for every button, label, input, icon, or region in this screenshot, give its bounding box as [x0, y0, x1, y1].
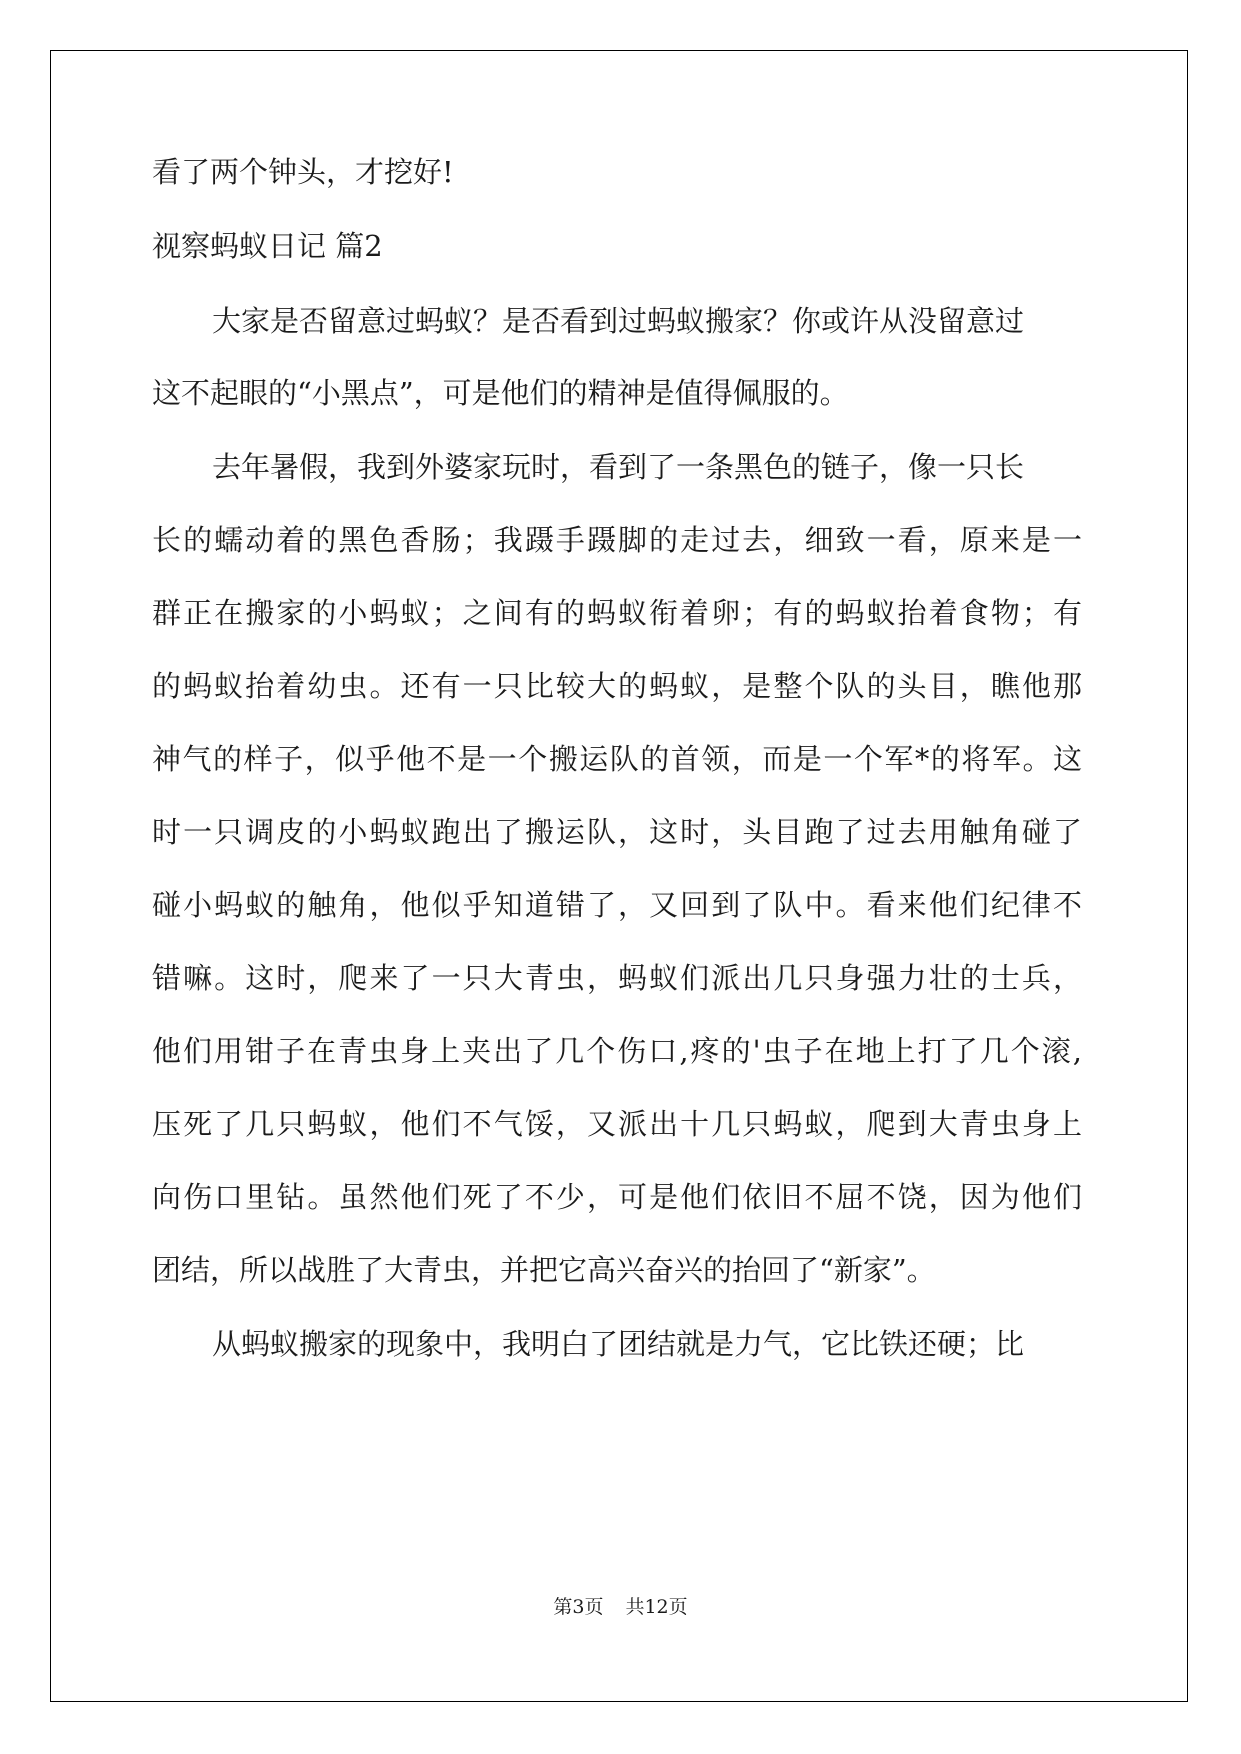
- paragraph-line: 的蚂蚁抬着幼虫。还有一只比较大的蚂蚁，是整个队的头目，瞧他那: [152, 669, 1082, 703]
- paragraph-line: 错嘛。这时，爬来了一只大青虫，蚂蚁们派出几只身强力壮的士兵，: [152, 961, 1082, 995]
- paragraph-line: 群正在搬家的小蚂蚁；之间有的蚂蚁衔着卵；有的蚂蚁抬着食物；有: [152, 596, 1082, 630]
- paragraph-line: 神气的样子，似乎他不是一个搬运队的首领，而是一个军*的将军。这: [152, 742, 1082, 776]
- paragraph-line: 从蚂蚁搬家的现象中，我明白了团结就是力气，它比铁还硬；比: [212, 1327, 1025, 1361]
- paragraph-line: 压死了几只蚂蚁，他们不气馁，又派出十几只蚂蚁，爬到大青虫身上: [152, 1107, 1082, 1141]
- paragraph-line: 碰小蚂蚁的触角，他似乎知道错了，又回到了队中。看来他们纪律不: [152, 888, 1082, 922]
- page-footer: [0, 1595, 1241, 1619]
- text-line: 看了两个钟头，才挖好!: [152, 155, 454, 189]
- section-heading: 视察蚂蚁日记 篇2: [152, 229, 383, 263]
- paragraph-line: 这不起眼的“小黑点”，可是他们的精神是值得佩服的。: [152, 376, 849, 410]
- paragraph-line: 他们用钳子在青虫身上夹出了几个伤口,疼的'虫子在地上打了几个滚,: [152, 1034, 1082, 1068]
- paragraph-line: 向伤口里钻。虽然他们死了不少，可是他们依旧不屈不饶，因为他们: [152, 1180, 1082, 1214]
- paragraph-line: 团结，所以战胜了大青虫，并把它高兴奋兴的抬回了“新家”。: [152, 1253, 936, 1287]
- paragraph-line: 时一只调皮的小蚂蚁跑出了搬运队，这时，头目跑了过去用触角碰了: [152, 815, 1082, 849]
- paragraph-line: 长的蠕动着的黑色香肠；我蹑手蹑脚的走过去，细致一看，原来是一: [152, 523, 1082, 557]
- paragraph-line: 去年暑假，我到外婆家玩时，看到了一条黑色的链子，像一只长: [212, 450, 1025, 484]
- page-number: 第3页: [553, 1596, 604, 1618]
- page-total: 共12页: [625, 1596, 688, 1618]
- paragraph-line: 大家是否留意过蚂蚁？是否看到过蚂蚁搬家？你或许从没留意过: [212, 304, 1025, 338]
- page-border: [50, 50, 1188, 1702]
